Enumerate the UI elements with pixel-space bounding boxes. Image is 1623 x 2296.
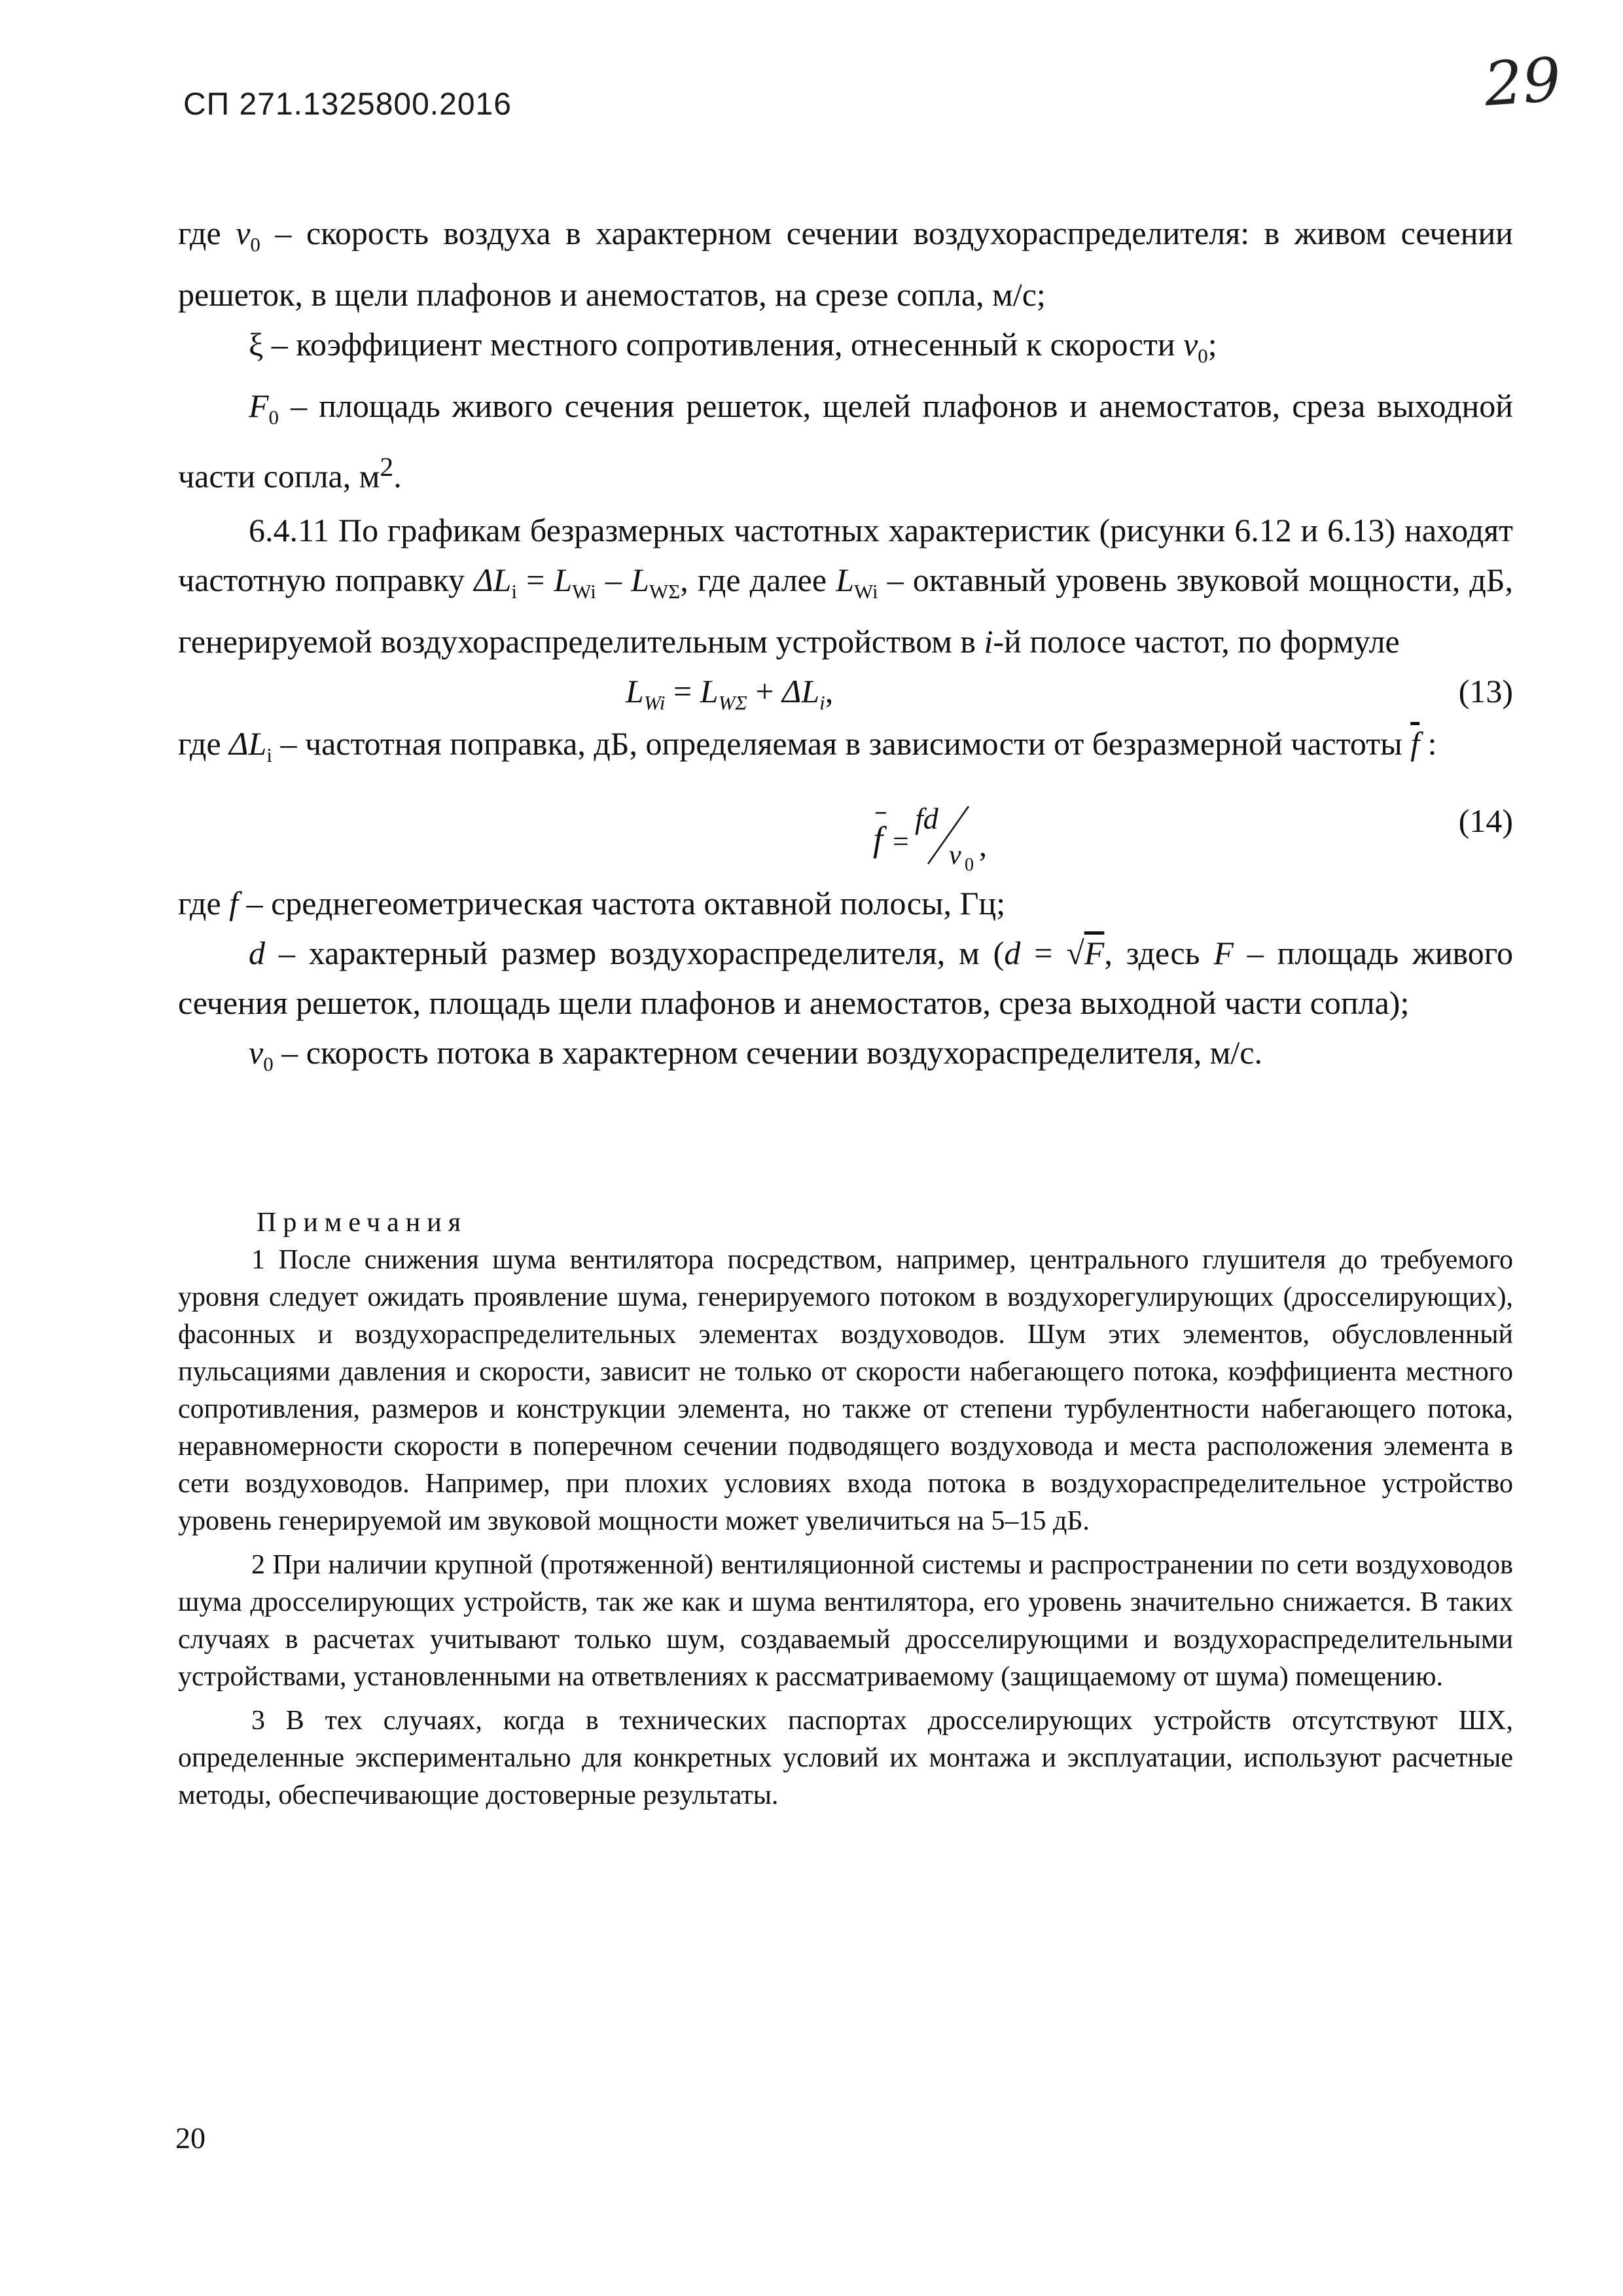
formula-14 <box>178 780 1513 878</box>
svg-text:v: v <box>949 840 961 870</box>
svg-text:=: = <box>893 825 909 857</box>
document-code: СП 271.1325800.2016 <box>183 87 512 122</box>
definition-v0: где $v_0$ – скорость воздуха в характерном сечении воздухораспределителя: в живом сечении решеток, в щели плафонов и анемостатов, на срезе сопла, м/с; <box>178 215 1513 313</box>
after-formula-13: где $\Delta L_i$ – частотная поправка, дБ, определяемая в зависимости от безразмерной частоты $\overline{f}$ : <box>178 725 1437 766</box>
definition-f: где f – среднегеометрическая частота октавной полосы, Гц; <box>178 884 1006 922</box>
definition-xi: ξ – коэффициент местного сопротивления, отнесенный к скорости $v_0$; <box>249 326 1217 367</box>
formula-14-number: (14) <box>1458 802 1513 839</box>
svg-text:0: 0 <box>965 854 974 875</box>
definition-d: d – характерный размер воздухораспределителя, м (d = √F, здесь F – площадь живого сечения решеток, площадь щели плафонов и анемостатов, среза выходной части сопла); <box>178 934 1513 1021</box>
main-text <box>178 208 1513 1089</box>
handwritten-page-mark: 29 <box>1482 45 1563 120</box>
formula-13-number: (13) <box>1458 672 1513 709</box>
formula-14-expression <box>702 787 1029 878</box>
note-3: 3 В тех случаях, когда в технических паспортах дросселирующих устройств отсутствуют ШХ, определенные экспериментально для конкретных условий их монтажа и эксплуатации, используют расчетные методы, обеспечивающие достоверные результаты. <box>178 1706 1513 1810</box>
formula-13 <box>178 666 1513 719</box>
svg-text:f: f <box>873 819 883 859</box>
formula-13-expression: $L_{Wi} = L_{W\Sigma} + \Delta L_i$, <box>626 672 834 714</box>
definition-F0: $F_0$ – площадь живого сечения решеток, щелей плафонов и анемостатов, среза выходной части сопла, $м^2$. <box>178 387 1513 495</box>
notes-title: Примечания <box>257 1208 468 1238</box>
note-2: 2 При наличии крупной (протяженной) вентиляционной системы и распространении по сети воздуховодов шума дросселирующих устройств, так же как и шума вентилятора, его уровень значительно снижается. В таких случаях в расчетах учитывают только шум, создаваемый дросселирующими и воздухораспределительными устройствами, установленными на ответвлениях к рассматриваемому (защищаемому от шума) помещению. <box>178 1550 1513 1692</box>
notes-section <box>178 1204 1513 1814</box>
note-1: 1 После снижения шума вентилятора посредством, например, центрального глушителя до требуемого уровня следует ожидать проявление шума, генерируемого потоком в воздухорегулирующих (дросселирующих), фасонных и воздухораспределительных элементах воздуховодов. Шум этих элементов, обусловленный пульсациями давления и скорости, зависит не только от скорости набегающего потока, коэффициента местного сопротивления, размеров и конструкции элемента, но также от степени турбулентности набегающего потока, неравномерности скорости в поперечном сечении подводящего воздуховода и места расположения элемента в сети воздуховодов. Например, при плохих условиях входа потока в воздухораспределительное устройство уровень генерируемой им звуковой мощности может увеличиться на 5–15 дБ. <box>178 1245 1513 1536</box>
svg-text:,: , <box>979 828 987 863</box>
page-number: 20 <box>175 2121 205 2155</box>
clause-6-4-11: 6.4.11 По графикам безразмерных частотных характеристик (рисунки 6.12 и 6.13) находят частотную поправку $\Delta L_i = L_{Wi} - L_{W\Sigma}$, где далее $L_{Wi}$ – октавный уровень звуковой мощности, дБ, генерируемой воздухораспределительным устройством в i-й полосе частот, по формуле <box>178 511 1513 660</box>
definition-v0-flow: $v_0$ – скорость потока в характерном сечении воздухораспределителя, м/с. <box>249 1033 1262 1075</box>
svg-text:fd: fd <box>915 801 938 835</box>
